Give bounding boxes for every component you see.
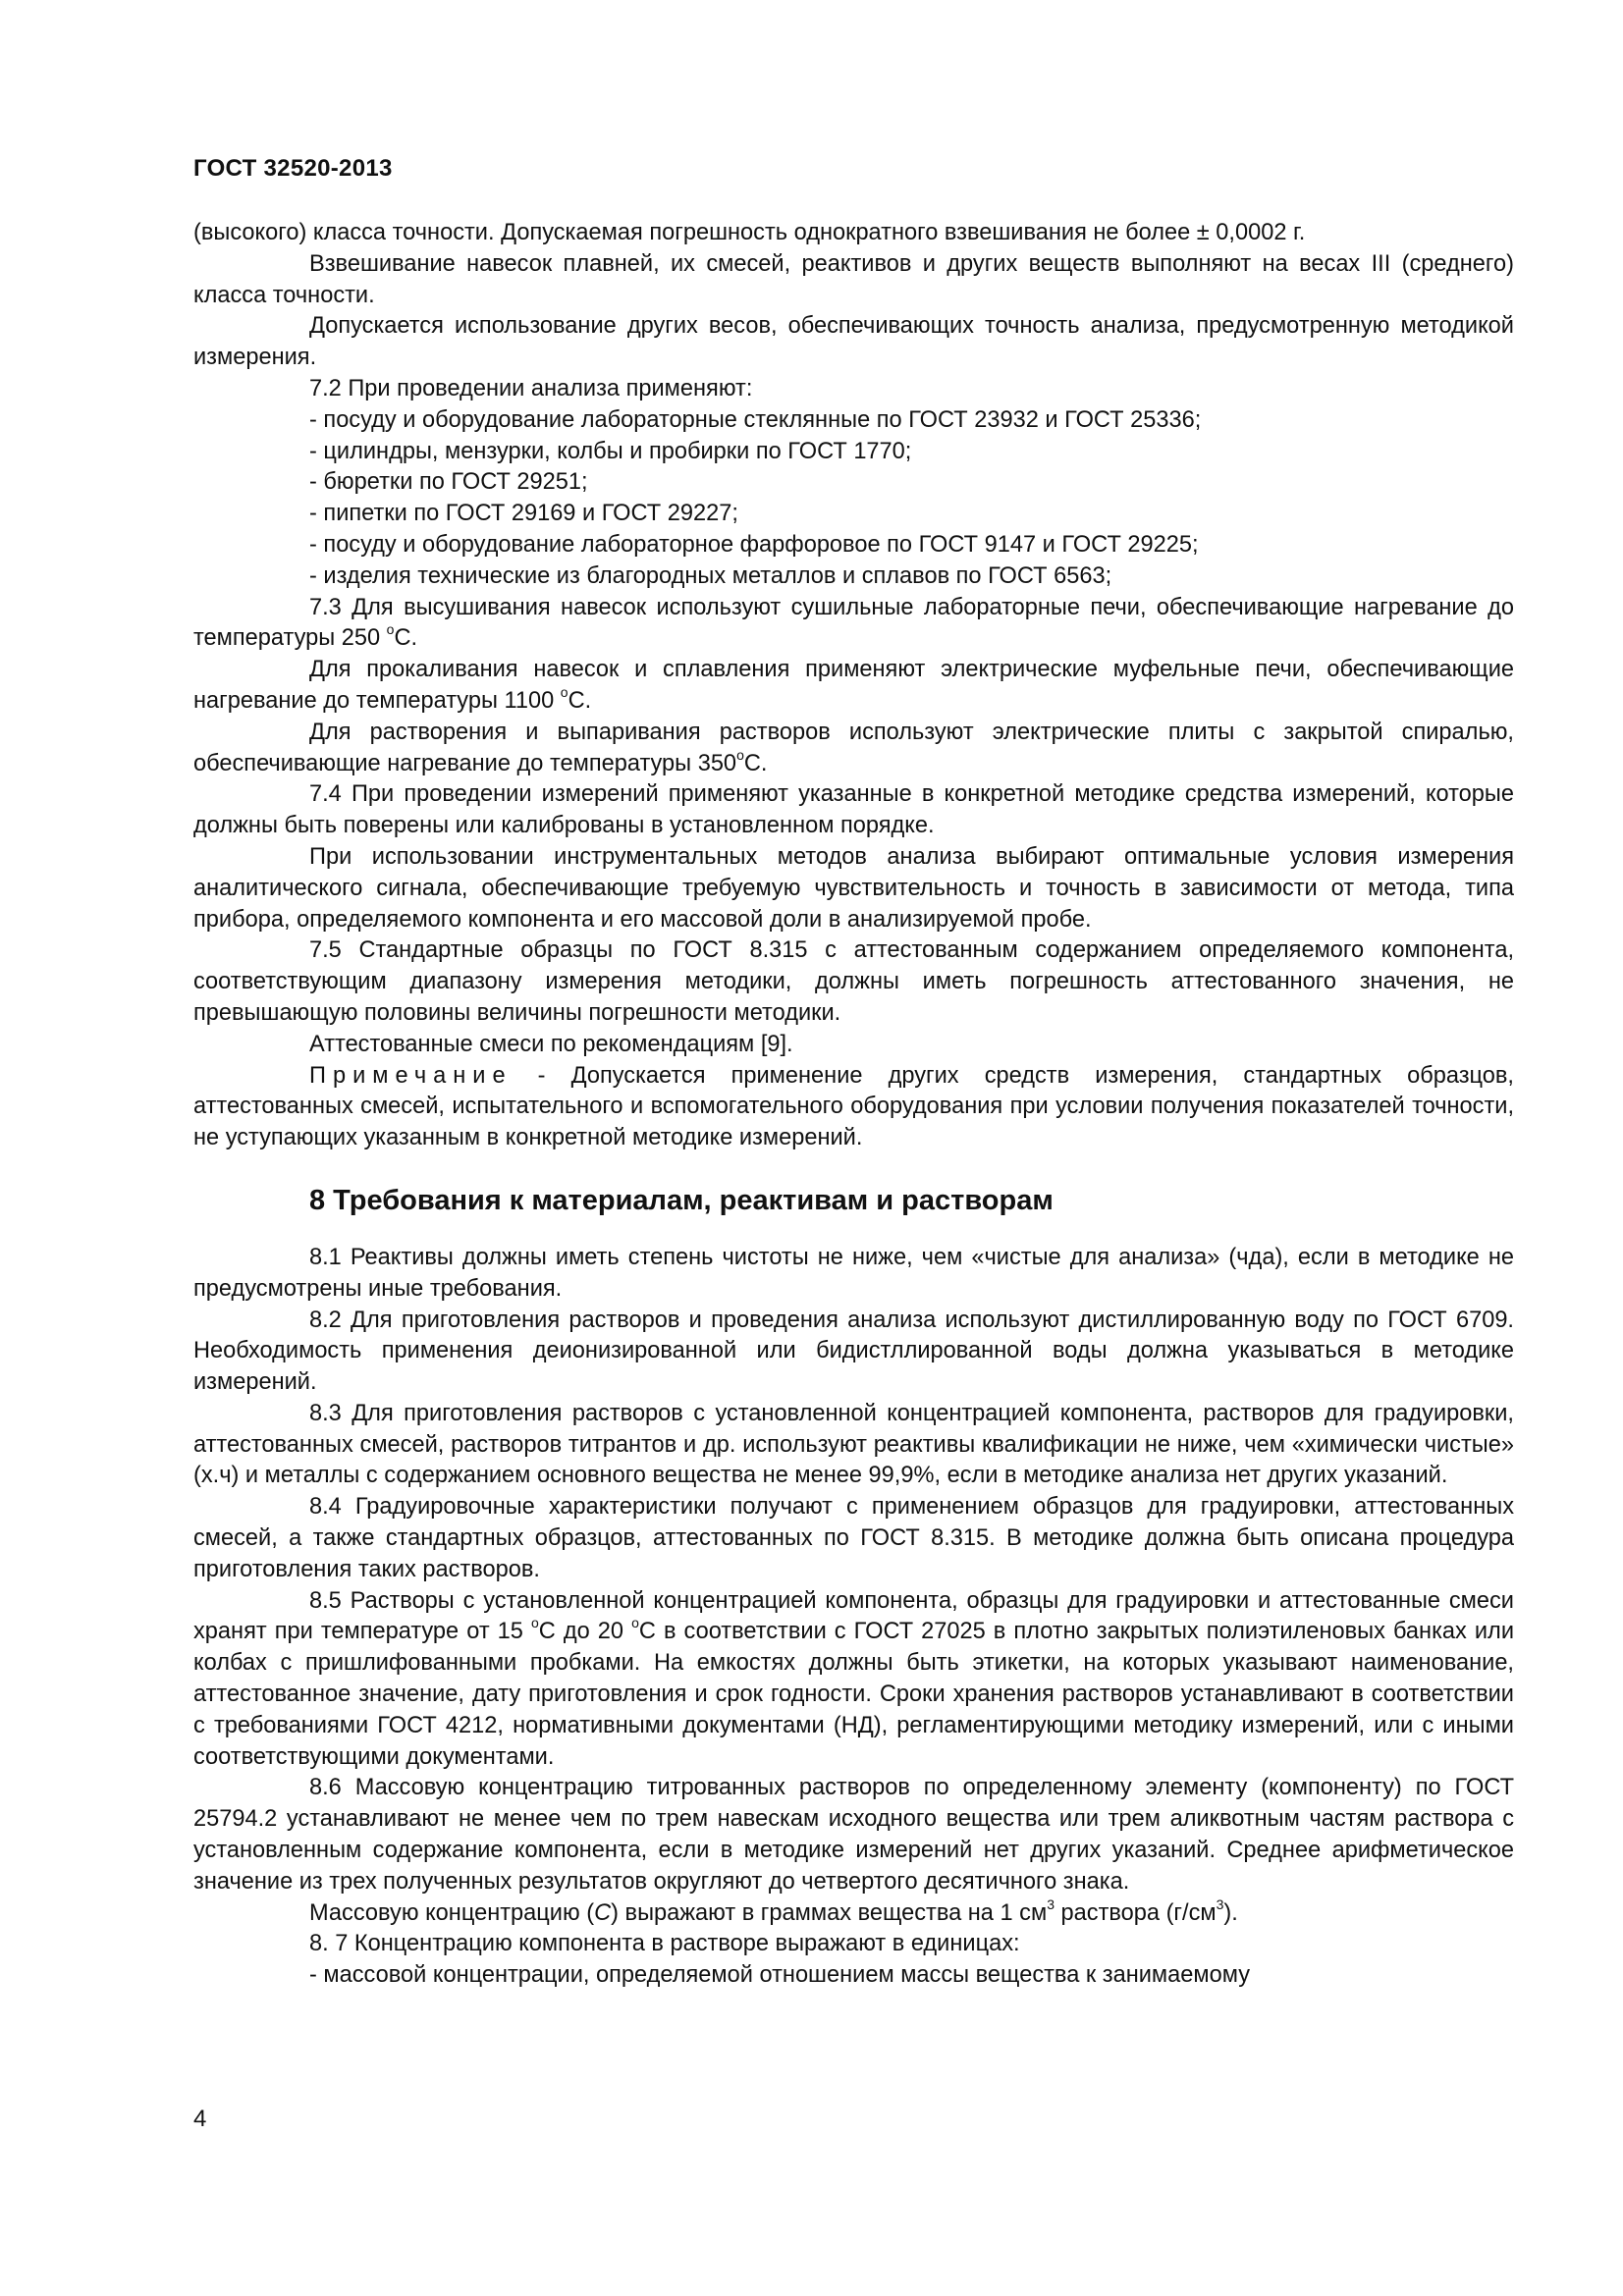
paragraph: Аттестованные смеси по рекомендациям [9]. (309, 1031, 793, 1057)
text-run: С в соответствии с ГОСТ 27025 в плотно закрытых полиэтиленовых банках или колбах с пришлифованными пробками. На емкостях должны быть этикетки, на которых указывают наименование, аттестованное значение, дату приготовления и срок годности. Сроки хранения растворов устанавливают в соответствии с требованиями ГОСТ 4212, нормативными документами (НД), регламентирующими методику измерений, или с иными соответствующими документами. (193, 1619, 1514, 1770)
paragraph (193, 655, 1514, 718)
clause-7-5: 7.5 Стандартные образцы по ГОСТ 8.315 с аттестованным содержанием определяемого компонента, соответствующим диапазону измерения методики, должны иметь погрешность аттестованного значения, не превышающую половины величины погрешности методики. (193, 937, 1514, 1026)
document-header: ГОСТ 32520-2013 (193, 155, 393, 182)
paragraph (193, 718, 1514, 780)
clause-8-3: 8.3 Для приготовления растворов с установленной концентрацией компонента, растворов для градуировки, аттестованных смесей, растворов титрантов и др. используют реактивы квалификации не ниже, чем «химически чистые» (х.ч) и металлы с содержанием основного вещества не менее 99,9%, если в методике анализа нет других указаний. (193, 1400, 1514, 1489)
text-run: ). (1223, 1899, 1238, 1926)
clause-8-7: 8. 7 Концентрацию компонента в растворе выражают в единицах: (309, 1931, 1020, 1957)
paragraph: При использовании инструментальных методов анализа выбирают оптимальные условия измерения аналитического сигнала, обеспечивающие требуемую чувствительность и точность в зависимости от метода, типа прибора, определяемого компонента и его массовой доли в анализируемой пробе. (193, 843, 1514, 933)
clause-7-3 (193, 593, 1514, 656)
list-item: - посуду и оборудование лабораторные стеклянные по ГОСТ 23932 и ГОСТ 25336; (309, 406, 1202, 433)
degree-sign: o (631, 1615, 639, 1631)
clause-8-2: 8.2 Для приготовления растворов и проведения анализа используют дистиллированную воду по ГОСТ 6709. Необходимость применения деионизированной или бидистллированной воды должна указываться в методике измерений. (193, 1307, 1514, 1396)
list-item: - пипетки по ГОСТ 29169 и ГОСТ 29227; (309, 501, 738, 527)
page-number: 4 (193, 2106, 207, 2132)
list-item: - бюретки по ГОСТ 29251; (309, 469, 588, 496)
list-item: - посуду и оборудование лабораторное фарфоровое по ГОСТ 9147 и ГОСТ 29225; (309, 531, 1199, 558)
clause-7-4: 7.4 При проведении измерений применяют указанные в конкретной методике средства измерений, которые должны быть поверены или калиброваны в установленном порядке. (193, 781, 1514, 839)
degree-sign: o (386, 621, 395, 638)
text-run: С. (743, 750, 768, 776)
cube-superscript: 3 (1047, 1896, 1055, 1912)
paragraph (193, 1898, 1514, 1930)
text-run: Массовую концентрацию ( (309, 1899, 595, 1926)
paragraph: (высокого) класса точности. Допускаемая погрешность однократного взвешивания не более ± 0,0002 г. (193, 220, 1306, 245)
symbol-c: C (594, 1899, 612, 1926)
text-run: С. (568, 687, 592, 714)
degree-sign: o (736, 746, 744, 763)
text-run: С. (394, 625, 418, 652)
paragraph: Взвешивание навесок плавней, их смесей, реактивов и других веществ выполняют на весах III (среднего) класса точности. (193, 250, 1514, 308)
clause-8-5 (193, 1586, 1514, 1774)
text-run: С до 20 (538, 1619, 632, 1645)
text-run: - Допускается применение других средств измерения, стандартных образцов, аттестованных смесей, испытательного и вспомогательного оборудования при условии получения показателей точности, не уступающих указанным в конкретной методике измерений. (193, 1062, 1514, 1151)
list-item: - изделия технические из благородных металлов и сплавов по ГОСТ 6563; (309, 562, 1112, 589)
note-label: Примечание (309, 1062, 513, 1089)
text-run: раствора (г/см (1054, 1899, 1217, 1926)
clause-8-4: 8.4 Градуировочные характеристики получают с применением образцов для градуировки, аттестованных смесей, а также стандартных образцов, аттестованных по ГОСТ 8.315. В методике должна быть описана процедура приготовления таких растворов. (193, 1494, 1514, 1582)
list-item: - массовой концентрации, определяемой отношением массы вещества к занимаемому (309, 1962, 1250, 1989)
text-run: Для прокаливания навесок и сплавления применяют электрические муфельные печи, обеспечивающие нагревание до температуры 1100 (193, 657, 1514, 714)
text-run: 7.3 Для высушивания навесок используют сушильные лабораторные печи, обеспечивающие нагревание до температуры 250 (193, 594, 1514, 652)
paragraph: Допускается использование других весов, обеспечивающих точность анализа, предусмотренную методикой измерения. (193, 313, 1514, 371)
clause-7-2-intro: 7.2 При проведении анализа применяют: (309, 375, 753, 401)
list-item: - цилиндры, мензурки, колбы и пробирки по ГОСТ 1770; (309, 438, 912, 464)
degree-sign: o (560, 683, 568, 700)
degree-sign: o (530, 1615, 539, 1631)
document-body (193, 218, 1514, 1992)
cube-superscript: 3 (1216, 1896, 1224, 1912)
clause-8-6: 8.6 Массовую концентрацию титрованных растворов по определенному элементу (компоненту) по ГОСТ 25794.2 устанавливают не менее чем по трем навескам исходного вещества или трем аликвотным частям раствора с установленным содержание компонента, если в методике измерений нет других указаний. Среднее арифметическое значение из трех полученных результатов округляют до четвертого десятичного знака. (193, 1775, 1514, 1895)
text-run: ) выражают в граммах вещества на 1 см (611, 1899, 1048, 1926)
note (193, 1061, 1514, 1154)
text-run: Для растворения и выпаривания растворов используют электрические плиты с закрытой спиралью, обеспечивающие нагревание до температуры 350 (193, 719, 1514, 776)
clause-8-1: 8.1 Реактивы должны иметь степень чистоты не ниже, чем «чистые для анализа» (чда), если в методике не предусмотрены иные требования. (193, 1244, 1514, 1302)
section-8-heading: 8 Требования к материалам, реактивам и растворам (309, 1184, 1054, 1216)
text-run: 8.5 Растворы с установленной концентрацией компонента, образцы для градуировки и аттестованные смеси хранят при температуре от 15 (193, 1587, 1514, 1645)
